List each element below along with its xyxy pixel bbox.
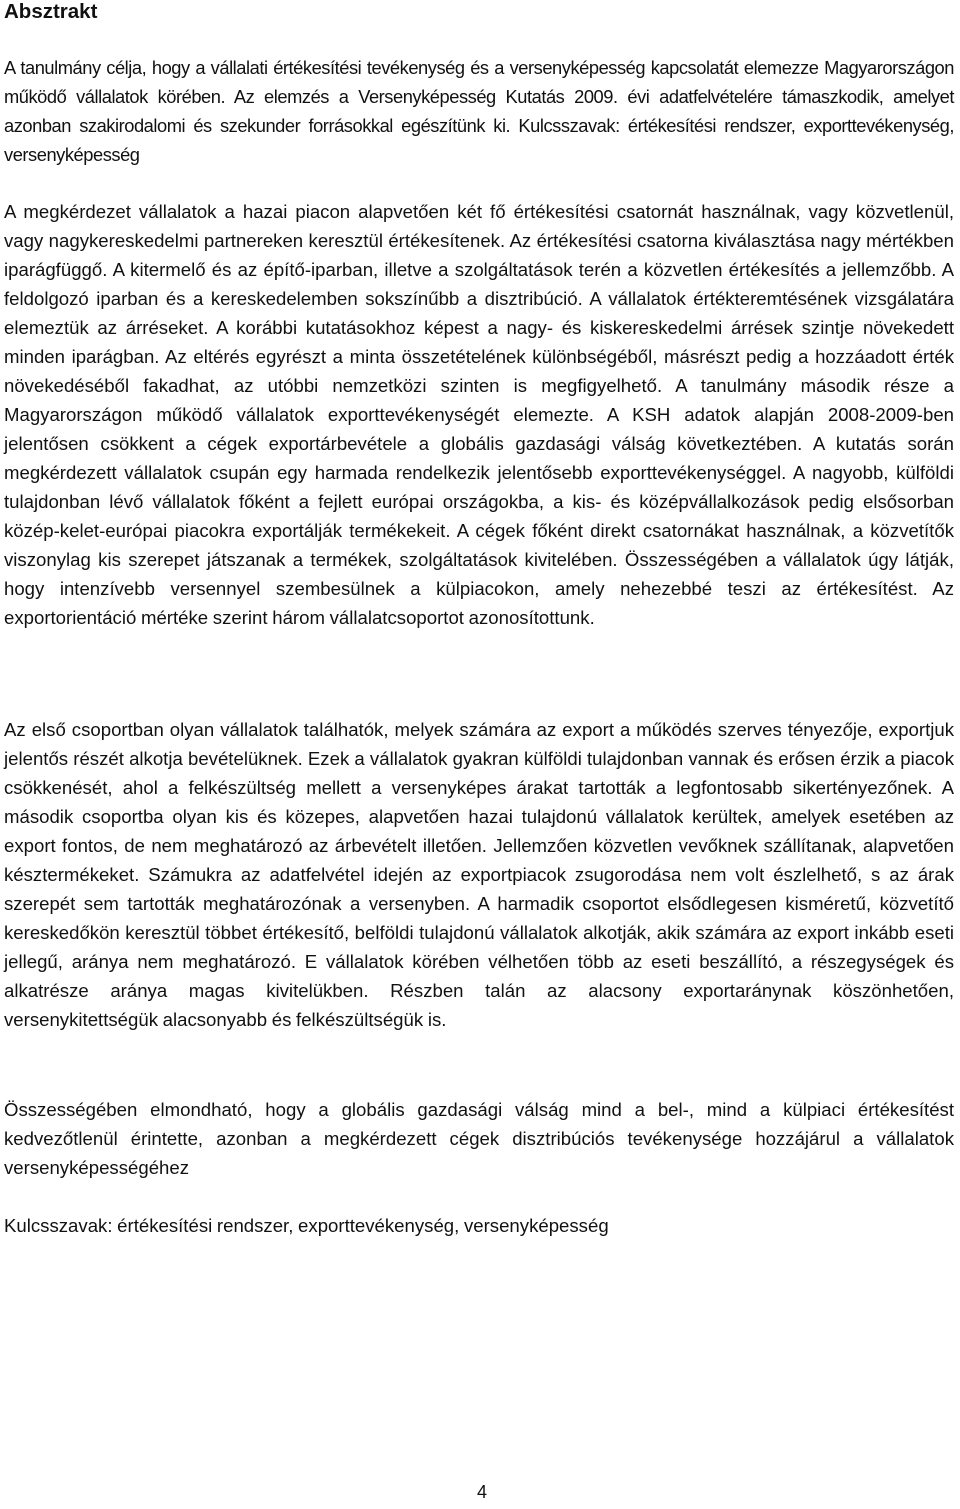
abstract-paragraph-groups: Az első csoportban olyan vállalatok találhatók, melyek számára az export a működés szerves tényezője, exportjuk jelentős részét alkotja bevételüknek. Ezek a vállalatok gyakran külföldi tulajdonban vannak és erősen érzik a piacok csökkenését, ahol a felkészültség mellett a versenyképes árakat tartották a legfontosabb sikertényezőnek. A második csoportba olyan kis és közepes, alapvetően hazai tulajdonú vállalatok kerültek, amelyek esetében az export fontos, de nem meghatározó az árbevételt illetően. Jellemzően közvetlen vevőknek szállítanak, alapvetően késztermékeket. Számukra az adatfelvétel idején az exportpiacok zsugorodása nem volt észlelhető, s az árak szerepét sem tartották meghatározónak a versenyben. A harmadik csoportot elsődlegesen kisméretű, közvetítő kereskedőkön keresztül többet értékesítő, belföldi tulajdonú vállalatok alkotják, akik számára az export inkább eseti jellegű, aránya nem meghatározó. E vállalatok körében vélhetően több az eseti beszállító, a részegységek és alkatrésze aránya magas kivitelükben. Részben talán az alacsony exportaránynak köszönhetően, versenykitettségük alacsonyabb és felkészültségük is. bbox=[4, 719, 954, 1030]
keywords-line-2: Kulcsszavak: értékesítési rendszer, exporttevékenység, versenyképesség bbox=[4, 1215, 609, 1236]
abstract-paragraph-sales-export: A megkérdezet vállalatok a hazai piacon alapvetően két fő értékesítési csatornát használnak, vagy közvetlenül, vagy nagykereskedelmi partnereken keresztül értékesítenek. Az értékesítési csatorna kiválasztása nagy mértékben iparágfüggő. A kitermelő és az építő-iparban, illetve a szolgáltatások terén a közvetlen értékesítés a jellemzőbb. A feldolgozó iparban és a kereskedelemben sokszínűbb a disztribúció. A vállalatok értékteremtésének vizsgálatára elemeztük az árréseket. A korábbi kutatásokhoz képest a nagy- és kiskereskedelmi árrések szintje növekedett minden iparágban. Az eltérés egyrészt a minta összetételének különbségéből, másrészt pedig a hozzáadott érték növekedéséből fakadhat, az utóbbi nemzetközi szinten is megfigyelhető. A tanulmány második része a Magyarországon működő vállalatok exporttevékenységét elemezte. A KSH adatok alapján 2008-2009-ben jelentősen csökkent a cégek exportárbevétele a globális gazdasági válság következtében. A kutatás során megkérdezett vállalatok csupán egy harmada rendelkezik jelentősebb exporttevékenységgel. A nagyobb, külföldi tulajdonban lévő vállalatok főként a fejlett európai országokba, a kis- és középvállalkozások pedig elsősorban közép-kelet-európai piacokra exportálják termékekeit. A cégek főként direkt csatornákat használnak, a közvetítők viszonylag kis szerepet játszanak a termékek, szolgáltatások kivitelében. Összességében a vállalatok úgy látják, hogy intenzívebb versennyel szembesülnek a külpiacokon, amely nehezebbé teszi az értékesítést. Az exportorientáció mértéke szerint három vállalatcsoportot azonosítottunk. bbox=[4, 201, 954, 628]
abstract-heading: Absztrakt bbox=[4, 0, 98, 23]
abstract-paragraph-intro bbox=[4, 53, 954, 169]
document-page bbox=[4, 0, 954, 1236]
keywords-line-1: Kulcsszavak: értékesítési rendszer, exporttevékenység, versenyképesség bbox=[4, 115, 954, 165]
page-number: 4 bbox=[476, 1482, 487, 1502]
abstract-paragraph-summary: Összességében elmondható, hogy a globális gazdasági válság mind a bel-, mind a külpiaci értékesítést kedvezőtlenül érintette, azonban a megkérdezett cégek disztribúciós tevékenysége hozzájárul a vállalatok versenyképességéhez bbox=[4, 1099, 954, 1178]
intro-text: A tanulmány célja, hogy a vállalati értékesítési tevékenység és a versenyképesség kapcsolatát elemezze Magyarországon működő vállalatok körében. Az elemzés a Versenyképesség Kutatás 2009. évi adatfelvételére támaszkodik, amelyet azonban szakirodalomi és szekunder forrásokkal egészítünk ki. bbox=[4, 57, 954, 136]
